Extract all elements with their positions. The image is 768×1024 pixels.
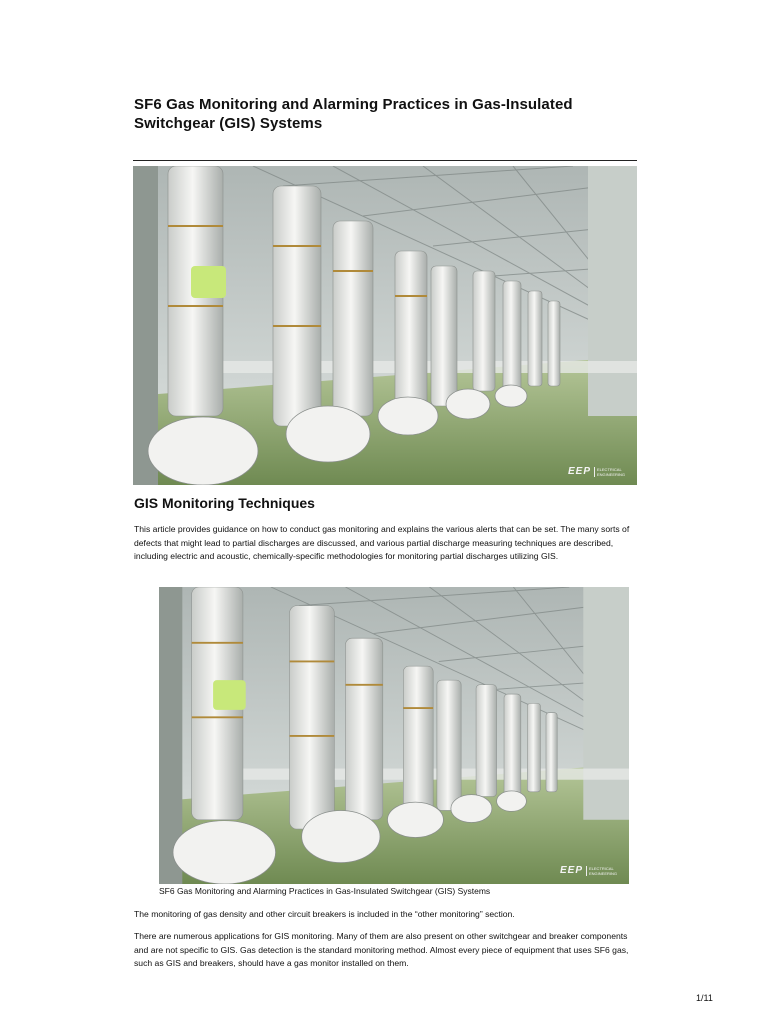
section-heading: GIS Monitoring Techniques [134,495,315,511]
gis-hall-figure-illustration [159,587,629,884]
paragraph-applications: There are numerous applications for GIS monitoring. Many of them are also present on other switchgear and breaker components and are not specific to GIS. Gas detection is the standard monitoring method. Almost every piece of equipment that uses SF6 gas, such as GIS and breakers, should have a gas monitor installed on them. [134,931,629,968]
logo-mark-2: EEP [559,865,583,876]
eep-watermark-logo-2 [560,865,617,876]
logo-mark: EEP [567,466,591,477]
gis-hall-photo [133,166,637,485]
logo-text: ELECTRICAL ENGINEERING [594,467,625,477]
figure-caption: SF6 Gas Monitoring and Alarming Practices in Gas-Insulated Switchgear (GIS) Systems [159,886,491,896]
eep-watermark-logo [568,466,625,477]
document-title: SF6 Gas Monitoring and Alarming Practices in Gas-Insulated Switchgear (GIS) Systems [134,96,573,132]
page-number: 1/11 [696,993,713,1003]
title-divider [133,160,637,161]
gis-hall-illustration [133,166,637,485]
gis-hall-figure [159,587,629,884]
paragraph-intro: This article provides guidance on how to conduct gas monitoring and explains the various alerts that can be set. The many sorts of defects that might lead to partial discharges are discussed, and various partial discharge measuring techniques are described, including electric and acoustic, chemically-specific methodologies for monitoring partial discharges utilizing GIS. [134,524,630,561]
logo-text-2: ELECTRICAL ENGINEERING [586,866,617,876]
paragraph-other-monitoring: The monitoring of gas density and other circuit breakers is included in the “other monitoring” section. [134,909,515,919]
